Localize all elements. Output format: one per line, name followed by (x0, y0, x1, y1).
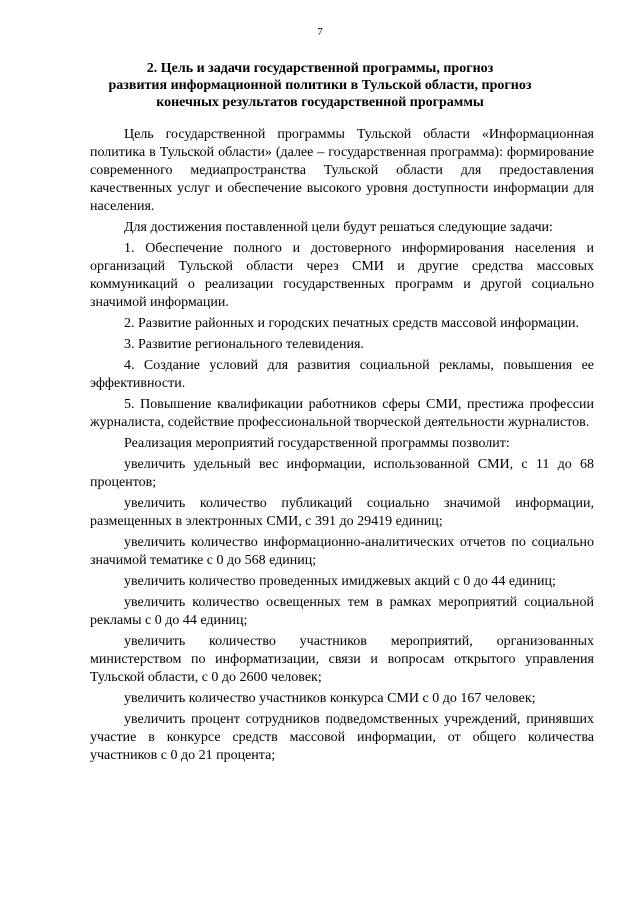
result-item: увеличить количество участников конкурса СМИ с 0 до 167 человек; (124, 691, 536, 706)
page-number: 7 (317, 26, 323, 38)
section-heading (70, 60, 570, 111)
heading-line: развития информационной политики в Тульской области, прогноз (108, 78, 532, 93)
goal-paragraph: Цель государственной программы Тульской области «Информационная политика в Тульской области» (далее – государственная программа): формирование современного медиапространства Тульской области для предоставления качественных услуг и обеспечение высокого уровня доступности информации для населения. (90, 127, 594, 214)
task-item: 1. Обеспечение полного и достоверного информирования населения и организаций Тульской области через СМИ и другие средства массовых коммуникаций о реализации государственных программ и другой социально значимой информации. (90, 241, 594, 310)
result-item: увеличить удельный вес информации, использованной СМИ, с 11 до 68 процентов; (90, 457, 594, 490)
result-item: увеличить количество участников мероприятий, организованных министерством по информатизации, связи и вопросам открытого управления Тульской области, с 0 до 2600 человек; (90, 634, 594, 685)
heading-line: конечных результатов государственной программы (156, 95, 484, 110)
result-item: увеличить количество информационно-аналитических отчетов по социально значимой тематике с 0 до 568 единиц; (90, 535, 594, 568)
task-item: 5. Повышение квалификации работников сферы СМИ, престижа профессии журналиста, содействие профессиональной творческой деятельности журналистов. (90, 397, 594, 430)
task-item: 2. Развитие районных и городских печатных средств массовой информации. (124, 316, 579, 331)
document-body (90, 126, 594, 768)
result-item: увеличить процент сотрудников подведомственных учреждений, принявших участие в конкурсе средств массовой информации, от общего количества участников с 0 до 21 процента; (90, 712, 594, 763)
tasks-intro: Для достижения поставленной цели будут решаться следующие задачи: (124, 220, 553, 235)
heading-line: 2. Цель и задачи государственной программы, прогноз (146, 61, 494, 76)
task-item: 4. Создание условий для развития социальной рекламы, повышения ее эффективности. (90, 358, 594, 391)
task-item: 3. Развитие регионального телевидения. (124, 337, 364, 352)
results-intro: Реализация мероприятий государственной программы позволит: (124, 436, 510, 451)
result-item: увеличить количество публикаций социально значимой информации, размещенных в электронных СМИ, с 391 до 29419 единиц; (90, 496, 594, 529)
result-item: увеличить количество освещенных тем в рамках мероприятий социальной рекламы с 0 до 44 единиц; (90, 595, 594, 628)
result-item: увеличить количество проведенных имиджевых акций с 0 до 44 единиц; (124, 574, 556, 589)
